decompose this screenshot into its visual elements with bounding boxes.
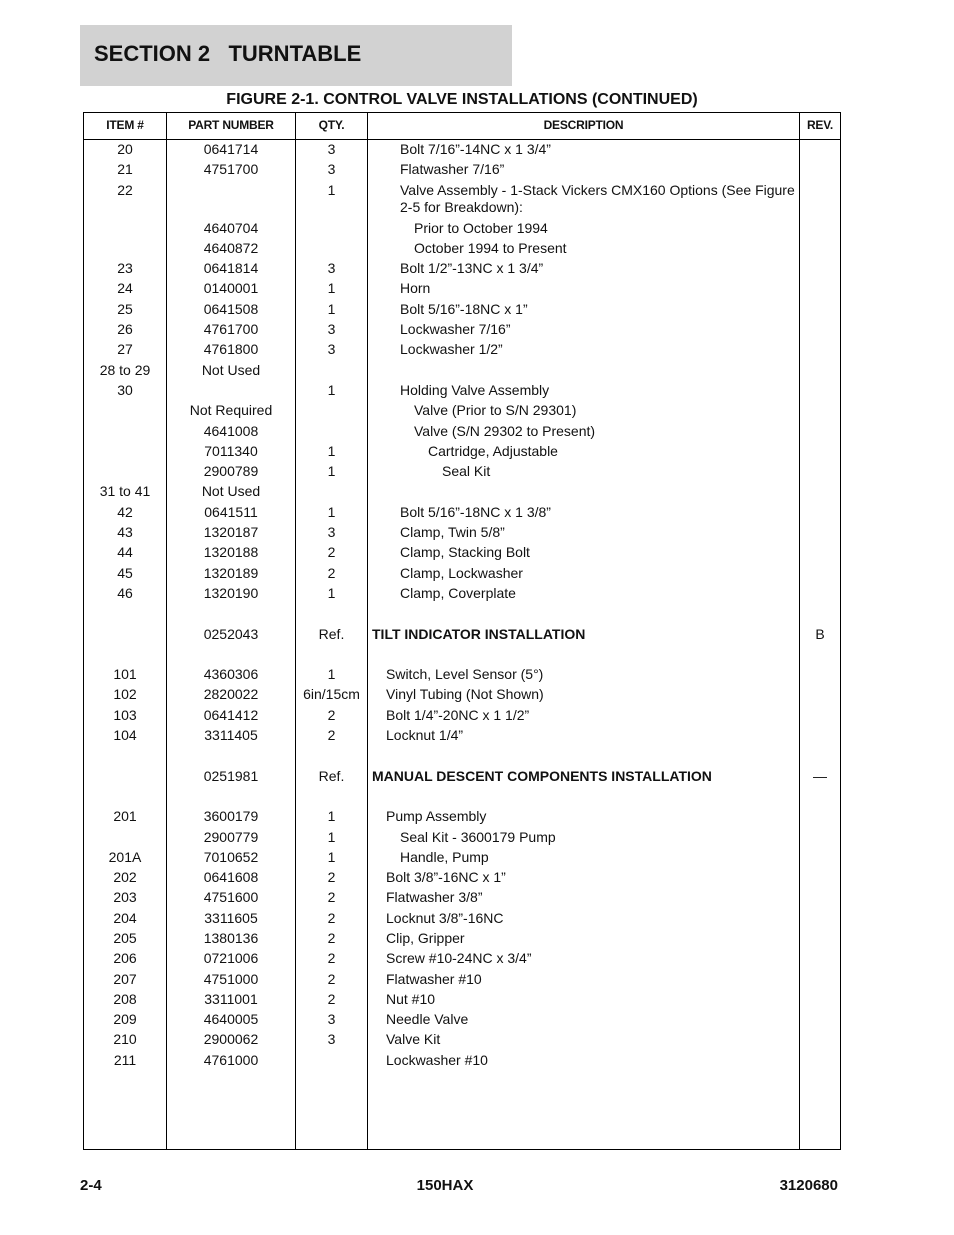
description-cell: Nut #10	[386, 990, 436, 1007]
item-cell: 30	[117, 381, 133, 398]
item-cell: 203	[113, 889, 137, 906]
part-number-cell: 4751000	[203, 970, 259, 987]
table-row	[84, 141, 840, 161]
qty-cell: 1	[327, 828, 336, 845]
table-row	[84, 443, 840, 463]
parts-rows	[84, 141, 840, 1072]
table-row	[84, 930, 840, 950]
part-number-cell: 4640005	[203, 1011, 259, 1028]
description-cell: Clamp, Coverplate	[400, 584, 516, 601]
table-row	[84, 747, 840, 767]
qty-cell: 2	[327, 929, 336, 946]
description-cell: Lockwasher 1/2”	[400, 341, 503, 358]
part-number-cell: Not Used	[201, 361, 261, 378]
table-row	[84, 829, 840, 849]
qty-cell: 6in/15cm	[303, 686, 360, 703]
section-title: SECTION 2 TURNTABLE	[94, 41, 362, 66]
qty-cell: 2	[327, 544, 336, 561]
part-number-cell: 7011340	[204, 442, 258, 459]
description-cell: Seal Kit	[442, 463, 491, 480]
description-cell: Valve (S/N 29302 to Present)	[414, 422, 596, 439]
item-cell: 22	[117, 181, 133, 198]
part-number-cell: 0251981	[203, 767, 259, 784]
part-number-cell: 0641608	[203, 869, 259, 886]
qty-cell: 3	[327, 524, 336, 541]
item-cell: 101	[113, 666, 137, 683]
table-row	[84, 240, 840, 260]
part-number-cell: 2900779	[203, 828, 259, 845]
item-cell: 211	[113, 1051, 137, 1068]
part-number-cell: 1380136	[203, 929, 259, 946]
qty-cell: 1	[327, 666, 336, 683]
part-number-cell: 0721006	[203, 950, 259, 967]
description-cell: Lockwasher #10	[386, 1051, 488, 1068]
table-row	[84, 161, 840, 181]
description-cell: Flatwasher #10	[386, 970, 482, 987]
part-number-cell: 1320190	[203, 584, 259, 601]
qty-cell: 2	[327, 706, 336, 723]
qty-cell: 2	[327, 950, 336, 967]
description-cell: Seal Kit - 3600179 Pump	[400, 828, 556, 845]
qty-cell: 1	[327, 381, 336, 398]
rev-cell: B	[815, 625, 825, 642]
table-row	[84, 707, 840, 727]
qty-cell: 1	[327, 300, 336, 317]
table-row	[84, 182, 840, 220]
column-header-qty: QTY.	[318, 118, 345, 132]
part-number-cell: 3311405	[204, 727, 258, 744]
table-row	[84, 260, 840, 280]
qty-cell: 3	[327, 1031, 336, 1048]
part-number-cell: 4360306	[203, 666, 259, 683]
table-row	[84, 402, 840, 422]
table-row	[84, 605, 840, 625]
part-number-cell: 4641008	[203, 422, 259, 439]
table-row	[84, 869, 840, 889]
description-cell: Bolt 5/16”-18NC x 1”	[400, 300, 528, 317]
item-cell: 210	[113, 1031, 137, 1048]
description-cell: Clamp, Twin 5/8”	[400, 524, 505, 541]
description-cell: Bolt 3/8”-16NC x 1”	[386, 869, 506, 886]
part-number-cell: 0641814	[203, 260, 259, 277]
qty-cell: 2	[327, 909, 336, 926]
qty-cell: 1	[327, 848, 336, 865]
description-cell: Clip, Gripper	[386, 929, 465, 946]
item-cell: 201A	[108, 848, 142, 865]
table-row	[84, 849, 840, 869]
part-number-cell: 0641511	[204, 503, 258, 520]
table-row	[84, 666, 840, 686]
part-number-cell: 4640872	[203, 239, 259, 256]
item-cell: 21	[117, 161, 133, 178]
item-cell: 44	[117, 544, 133, 561]
qty-cell: 3	[327, 141, 336, 157]
table-row	[84, 463, 840, 483]
item-cell: 25	[117, 300, 133, 317]
part-number-cell: 1320187	[203, 524, 259, 541]
item-cell: 42	[117, 503, 133, 520]
column-header-item: ITEM #	[106, 118, 144, 132]
table-row	[84, 991, 840, 1011]
table-row	[84, 1011, 840, 1031]
part-number-cell: 4761000	[203, 1051, 259, 1068]
table-row	[84, 1031, 840, 1051]
description-cell: TILT INDICATOR INSTALLATION	[372, 625, 586, 642]
qty-cell: 2	[327, 727, 336, 744]
table-row	[84, 301, 840, 321]
part-number-cell: 0252043	[203, 625, 259, 642]
item-cell: 209	[113, 1011, 137, 1028]
qty-cell: 2	[327, 889, 336, 906]
qty-cell: 2	[327, 970, 336, 987]
table-row	[84, 544, 840, 564]
qty-cell: Ref.	[318, 625, 345, 642]
qty-cell: 2	[327, 990, 336, 1007]
qty-cell: 3	[327, 260, 336, 277]
table-row	[84, 362, 840, 382]
part-number-cell: 2900062	[203, 1031, 259, 1048]
description-cell: Bolt 7/16”-14NC x 1 3/4”	[400, 141, 551, 157]
description-cell: Valve Assembly - 1-Stack Vickers CMX160 Options (See Figure 2-5 for Breakdown):	[400, 181, 795, 215]
table-row	[84, 808, 840, 828]
description-cell: Valve Kit	[386, 1031, 441, 1048]
table-row	[84, 686, 840, 706]
part-number-cell: 0140001	[203, 280, 259, 297]
item-cell: 28 to 29	[99, 361, 151, 378]
part-number-cell: 4761800	[203, 341, 259, 358]
item-cell: 102	[113, 686, 137, 703]
table-row	[84, 626, 840, 646]
description-cell: Screw #10-24NC x 3/4”	[386, 950, 532, 967]
qty-cell: 1	[327, 442, 336, 459]
qty-cell: 1	[327, 503, 336, 520]
qty-cell: 1	[327, 808, 336, 825]
part-number-cell: 2900789	[203, 463, 259, 480]
description-cell: Lockwasher 7/16”	[400, 321, 511, 338]
description-cell: Handle, Pump	[400, 848, 489, 865]
description-cell: Locknut 3/8”-16NC	[386, 909, 504, 926]
description-cell: Pump Assembly	[386, 808, 487, 825]
column-header-part-number: PART NUMBER	[188, 118, 274, 132]
description-cell: Needle Valve	[386, 1011, 469, 1028]
header-divider	[84, 139, 840, 140]
description-cell: Switch, Level Sensor (5°)	[386, 666, 544, 683]
parts-table	[83, 112, 841, 1150]
item-cell: 27	[117, 341, 133, 358]
qty-cell: 2	[327, 869, 336, 886]
qty-cell: Ref.	[318, 767, 345, 784]
part-number-cell: 0641412	[203, 706, 259, 723]
item-cell: 205	[113, 929, 137, 946]
description-cell: Clamp, Stacking Bolt	[400, 544, 530, 561]
rev-cell: —	[813, 767, 827, 784]
qty-cell: 1	[327, 280, 336, 297]
description-cell: Cartridge, Adjustable	[428, 442, 558, 459]
part-number-cell: 3311605	[204, 909, 258, 926]
table-row	[84, 382, 840, 402]
qty-cell: 3	[327, 1011, 336, 1028]
table-row	[84, 971, 840, 991]
qty-cell: 1	[327, 463, 336, 480]
description-cell: Bolt 1/2”-13NC x 1 3/4”	[400, 260, 544, 277]
item-cell: 23	[117, 260, 133, 277]
qty-cell: 2	[327, 564, 336, 581]
table-row	[84, 727, 840, 747]
description-cell: Valve (Prior to S/N 29301)	[414, 402, 577, 419]
table-row	[84, 321, 840, 341]
column-header-description: DESCRIPTION	[543, 118, 624, 132]
qty-cell: 3	[327, 321, 336, 338]
figure-title: FIGURE 2-1. CONTROL VALVE INSTALLATIONS (CONTINUED)	[226, 91, 698, 108]
description-cell: October 1994 to Present	[414, 239, 567, 256]
item-cell: 204	[113, 909, 137, 926]
table-row	[84, 950, 840, 970]
part-number-cell: 2820022	[203, 686, 259, 703]
qty-cell: 1	[327, 584, 336, 601]
part-number-cell: 1320189	[203, 564, 259, 581]
description-cell: MANUAL DESCENT COMPONENTS INSTALLATION	[372, 767, 712, 784]
table-row	[84, 646, 840, 666]
item-cell: 46	[117, 584, 133, 601]
item-cell: 43	[117, 524, 133, 541]
qty-cell: 3	[327, 341, 336, 358]
table-row	[84, 788, 840, 808]
part-number-cell: 7010652	[203, 848, 259, 865]
item-cell: 31 to 41	[99, 483, 151, 500]
table-row	[84, 280, 840, 300]
description-cell: Clamp, Lockwasher	[400, 564, 523, 581]
table-row	[84, 565, 840, 585]
part-number-cell: 3311001	[204, 990, 258, 1007]
part-number-cell: Not Used	[201, 483, 261, 500]
part-number-cell: Not Required	[189, 402, 273, 419]
part-number-cell: 1320188	[203, 544, 259, 561]
part-number-cell: 4761700	[203, 321, 259, 338]
item-cell: 208	[113, 990, 137, 1007]
column-header-rev: REV.	[806, 118, 834, 132]
item-cell: 206	[113, 950, 137, 967]
part-number-cell: 3600179	[203, 808, 259, 825]
item-cell: 202	[113, 869, 137, 886]
section-header	[80, 25, 512, 86]
item-cell: 201	[113, 808, 137, 825]
description-cell: Bolt 5/16”-18NC x 1 3/8”	[400, 503, 551, 520]
description-cell: Holding Valve Assembly	[400, 381, 550, 398]
table-row	[84, 423, 840, 443]
item-cell: 45	[117, 564, 133, 581]
description-cell: Flatwasher 7/16”	[400, 161, 505, 178]
description-cell: Flatwasher 3/8”	[386, 889, 483, 906]
table-row	[84, 504, 840, 524]
table-row	[84, 910, 840, 930]
description-cell: Horn	[400, 280, 431, 297]
item-cell: 103	[113, 706, 137, 723]
table-row	[84, 524, 840, 544]
description-cell: Vinyl Tubing (Not Shown)	[386, 686, 544, 703]
footer-model: 150HAX	[416, 1177, 474, 1194]
description-cell: Bolt 1/4”-20NC x 1 1/2”	[386, 706, 530, 723]
item-cell: 207	[113, 970, 137, 987]
qty-cell: 3	[327, 161, 336, 178]
item-cell: 26	[117, 321, 133, 338]
part-number-cell: 4640704	[203, 219, 259, 236]
table-row	[84, 483, 840, 503]
table-row	[84, 220, 840, 240]
part-number-cell: 4751600	[203, 889, 259, 906]
part-number-cell: 0641714	[203, 141, 259, 157]
item-cell: 104	[113, 727, 137, 744]
qty-cell: 1	[327, 181, 336, 198]
table-row	[84, 585, 840, 605]
table-row	[84, 768, 840, 788]
table-row	[84, 889, 840, 909]
part-number-cell: 4751700	[203, 161, 259, 178]
item-cell: 20	[117, 141, 133, 157]
footer-page-number: 2-4	[80, 1177, 102, 1194]
item-cell: 24	[117, 280, 133, 297]
description-cell: Prior to October 1994	[414, 219, 548, 236]
footer-doc-number: 3120680	[779, 1177, 838, 1194]
table-row	[84, 1052, 840, 1072]
part-number-cell: 0641508	[203, 300, 259, 317]
table-row	[84, 341, 840, 361]
description-cell: Locknut 1/4”	[386, 727, 464, 744]
